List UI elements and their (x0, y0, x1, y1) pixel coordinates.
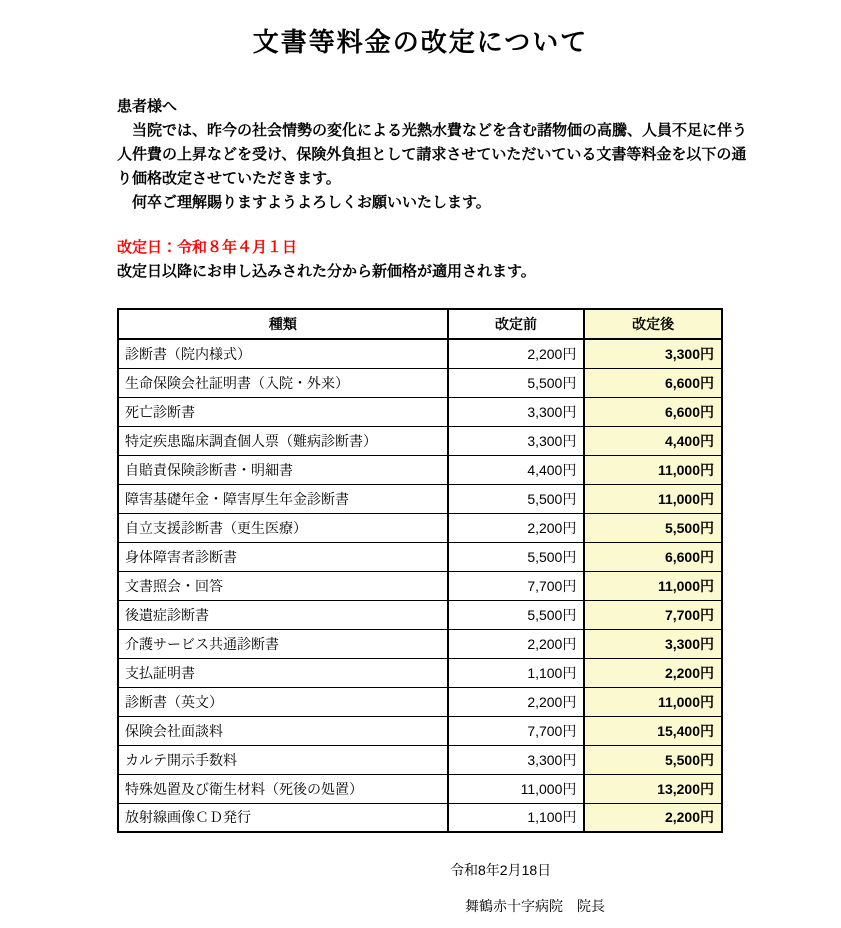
fee-table (117, 308, 723, 833)
row-kind: 文書照会・回答 (118, 571, 448, 600)
row-kind: 特殊処置及び衛生材料（死後の処置） (118, 774, 448, 803)
row-price-before: 11,000円 (448, 774, 585, 803)
row-price-before: 3,300円 (448, 426, 585, 455)
row-kind: 身体障害者診断書 (118, 542, 448, 571)
row-price-after: 6,600円 (584, 368, 722, 397)
row-kind: 自立支援診断書（更生医療） (118, 513, 448, 542)
signature: 舞鶴赤十字病院 院長 (465, 898, 605, 914)
row-price-before: 5,500円 (448, 542, 585, 571)
table-row (118, 745, 722, 774)
header-row (118, 309, 722, 339)
row-kind: 放射線画像ＣＤ発行 (118, 803, 448, 832)
notice-body-line: 何卒ご理解賜りますようよろしくお願いいたします。 (117, 194, 491, 211)
table-row (118, 803, 722, 832)
row-price-after: 4,400円 (584, 426, 722, 455)
fee-table-body (118, 339, 722, 832)
table-row (118, 687, 722, 716)
row-price-before: 2,200円 (448, 687, 585, 716)
row-price-after: 5,500円 (584, 745, 722, 774)
notice-body-line: 人件費の上昇などを受け、保険外負担として請求させていただいている文書等料金を以下の通 (117, 146, 747, 163)
header-after: 改定後 (584, 309, 722, 339)
salutation: 患者様へ (117, 98, 178, 115)
document-content (117, 95, 748, 915)
row-kind: 支払証明書 (118, 658, 448, 687)
table-row (118, 426, 722, 455)
row-kind: 介護サービス共通診断書 (118, 629, 448, 658)
row-price-before: 4,400円 (448, 455, 585, 484)
row-price-before: 7,700円 (448, 571, 585, 600)
row-price-after: 6,600円 (584, 542, 722, 571)
table-row (118, 716, 722, 745)
row-price-before: 1,100円 (448, 658, 585, 687)
row-price-before: 2,200円 (448, 629, 585, 658)
header-kind: 種類 (118, 309, 448, 339)
row-price-after: 3,300円 (584, 629, 722, 658)
row-price-after: 13,200円 (584, 774, 722, 803)
row-kind: 死亡診断書 (118, 397, 448, 426)
row-kind: 診断書（院内様式） (118, 339, 448, 368)
row-price-after: 11,000円 (584, 687, 722, 716)
table-row (118, 629, 722, 658)
row-price-after: 15,400円 (584, 716, 722, 745)
table-row (118, 484, 722, 513)
row-price-before: 5,500円 (448, 368, 585, 397)
table-row (118, 571, 722, 600)
row-price-after: 2,200円 (584, 658, 722, 687)
document-footer (117, 861, 723, 915)
notice-body-line: 当院では、昨今の社会情勢の変化による光熱水費などを含む諸物価の高騰、人員不足に伴う (117, 122, 748, 139)
table-row (118, 658, 722, 687)
header-before: 改定前 (448, 309, 585, 339)
page-title: 文書等料金の改定について (252, 27, 589, 57)
row-price-before: 2,200円 (448, 513, 585, 542)
notice-body-line: り価格改定させていただきます。 (117, 170, 341, 187)
notice-block (117, 95, 748, 215)
row-kind: 自賠責保険診断書・明細書 (118, 455, 448, 484)
row-price-before: 2,200円 (448, 339, 585, 368)
row-price-before: 7,700円 (448, 716, 585, 745)
row-price-after: 7,700円 (584, 600, 722, 629)
row-price-after: 11,000円 (584, 571, 722, 600)
table-row (118, 513, 722, 542)
table-row (118, 774, 722, 803)
row-price-after: 3,300円 (584, 339, 722, 368)
revision-date: 改定日：令和８年４月１日 (117, 239, 298, 256)
row-price-after: 6,600円 (584, 397, 722, 426)
table-row (118, 542, 722, 571)
issue-date: 令和8年2月18日 (450, 862, 552, 878)
row-price-after: 5,500円 (584, 513, 722, 542)
row-kind: 後遺症診断書 (118, 600, 448, 629)
row-price-after: 11,000円 (584, 455, 722, 484)
row-kind: 生命保険会社証明書（入院・外来） (118, 368, 448, 397)
table-row (118, 397, 722, 426)
row-kind: 診断書（英文） (118, 687, 448, 716)
row-price-before: 1,100円 (448, 803, 585, 832)
row-price-after: 11,000円 (584, 484, 722, 513)
row-kind: 保険会社面談料 (118, 716, 448, 745)
table-row (118, 455, 722, 484)
row-kind: カルテ開示手数料 (118, 745, 448, 774)
row-price-after: 2,200円 (584, 803, 722, 832)
table-row (118, 368, 722, 397)
row-price-before: 5,500円 (448, 484, 585, 513)
table-row (118, 339, 722, 368)
row-kind: 特定疾患臨床調査個人票（難病診断書） (118, 426, 448, 455)
row-kind: 障害基礎年金・障害厚生年金診断書 (118, 484, 448, 513)
row-price-before: 3,300円 (448, 745, 585, 774)
table-row (118, 600, 722, 629)
revision-note: 改定日以降にお申し込みされた分から新価格が適用されます。 (117, 263, 536, 280)
fee-table-header (118, 309, 722, 339)
row-price-before: 3,300円 (448, 397, 585, 426)
row-price-before: 5,500円 (448, 600, 585, 629)
